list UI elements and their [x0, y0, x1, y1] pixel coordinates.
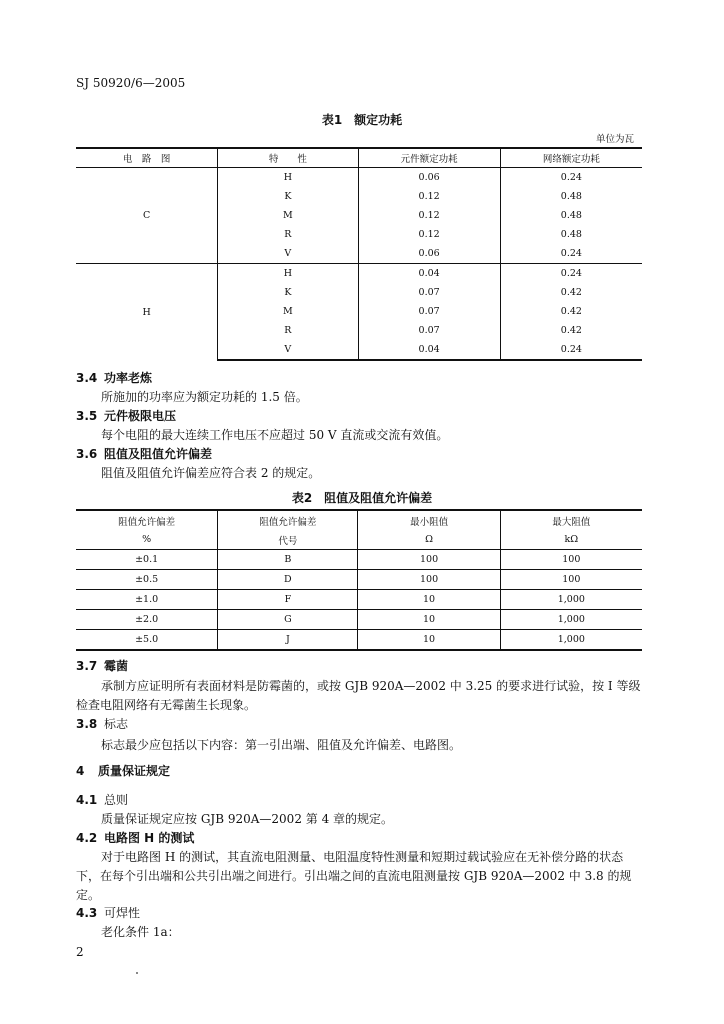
section-4-1-heading	[76, 791, 128, 808]
element-power-cell: 0.07	[358, 302, 500, 321]
char-cell: V	[218, 340, 358, 360]
section-title: 阻值及阻值允许偏差	[104, 447, 213, 461]
char-cell: R	[218, 225, 358, 244]
table1-header-cell: 电 路 图	[76, 148, 218, 168]
char-cell: K	[218, 187, 358, 206]
max-resistance-cell: 1,000	[500, 590, 642, 610]
network-power-cell: 0.48	[560, 191, 582, 202]
section-4-2-text: 对于电路图 H 的测试，其直流电阻测量、电阻温度特性测量和短期过载试验应在无补偿分路的状态下，在每个引出端和公共引出端之间进行。引出端之间的直流电阻测量按 GJB 920A—2002 中 3.8 的规定。	[76, 850, 632, 902]
tolerance-cell: ±0.5	[76, 570, 218, 590]
char-cell: K	[218, 283, 358, 302]
table2-header-row	[76, 510, 642, 530]
network-power-cell: 0.24	[560, 248, 582, 259]
section-number: 4	[76, 764, 85, 778]
table-row	[76, 264, 642, 284]
min-resistance-cell: 10	[358, 630, 500, 651]
table-row	[76, 570, 642, 590]
section-number: 4.2	[76, 831, 98, 845]
section-3-4-text: 所施加的功率应为额定功耗的 1.5 倍。	[101, 390, 308, 404]
section-title: 霉菌	[104, 659, 129, 673]
max-resistance-cell: 100	[500, 570, 642, 590]
min-resistance-cell: 100	[358, 570, 500, 590]
table2-header-cell: 最小阻值	[358, 510, 500, 530]
section-4-3-text: 老化条件 1a：	[101, 925, 180, 939]
table2-caption: 表2 阻值及阻值允许偏差	[291, 491, 433, 505]
section-4-1-text: 质量保证规定应按 GJB 920A—2002 第 4 章的规定。	[101, 812, 394, 826]
table2-header-row	[76, 530, 642, 550]
network-power-cell: 0.42	[560, 325, 582, 336]
network-power-cell: 0.24	[500, 340, 642, 360]
section-title: 标志	[104, 717, 129, 731]
section-title: 质量保证规定	[98, 764, 171, 778]
table1-caption: 表1 额定功耗	[321, 113, 403, 127]
tolerance-cell: ±5.0	[76, 630, 218, 651]
section-number: 3.6	[76, 447, 98, 461]
table1-header-cell: 网络额定功耗	[500, 148, 642, 168]
min-resistance-cell: 10	[358, 590, 500, 610]
tolerance-cell: ±1.0	[76, 590, 218, 610]
network-power-cell: 0.48	[560, 210, 582, 221]
section-4-2-heading	[76, 829, 194, 846]
table2-header-cell: 最大阻值	[500, 510, 642, 530]
section-number: 3.5	[76, 409, 98, 423]
section-number: 4.3	[76, 906, 98, 920]
page-number: 2	[76, 945, 84, 959]
tolerance-cell: ±2.0	[76, 610, 218, 630]
section-title: 元件极限电压	[104, 409, 177, 423]
element-power-cell: 0.04	[358, 264, 500, 284]
element-power-cell: 0.12	[358, 206, 500, 225]
circuit-cell: H	[76, 264, 218, 361]
char-cell: H	[218, 168, 358, 188]
char-cell: R	[218, 321, 358, 340]
code-cell: D	[218, 570, 358, 590]
max-resistance-cell: 1,000	[500, 610, 642, 630]
table1-header-cell: 特 性	[218, 148, 358, 168]
section-4-heading	[76, 762, 170, 779]
section-number: 4.1	[76, 793, 98, 807]
char-cell: V	[218, 244, 358, 264]
char-cell: H	[218, 264, 358, 284]
table2-unit-cell: 代号	[218, 530, 358, 550]
element-power-cell: 0.04	[358, 340, 500, 360]
code-cell: G	[218, 610, 358, 630]
max-resistance-cell: 1,000	[500, 630, 642, 651]
table2-unit-cell: Ω	[358, 530, 500, 550]
section-title: 电路图 H 的测试	[104, 831, 195, 845]
table-row	[76, 590, 642, 610]
section-3-6-heading	[76, 445, 212, 462]
network-power-cell: 0.42	[560, 287, 582, 298]
code-cell: B	[218, 550, 358, 570]
table2-unit-cell: %	[76, 530, 218, 550]
table2-header-cell: 阻值允许偏差	[218, 510, 358, 530]
section-3-5-heading	[76, 407, 176, 424]
element-power-cell: 0.07	[358, 283, 500, 302]
element-power-cell: 0.06	[358, 244, 500, 264]
section-title: 总则	[104, 793, 129, 807]
section-3-4-heading	[76, 369, 152, 386]
table2-header-cell: 阻值允许偏差	[76, 510, 218, 530]
section-3-7-heading	[76, 657, 128, 674]
network-power-cell: 0.42	[560, 306, 582, 317]
char-cell: M	[218, 206, 358, 225]
table2-resistance-tolerance	[76, 509, 642, 651]
element-power-cell: 0.12	[358, 225, 500, 244]
section-title: 可焊性	[104, 906, 141, 920]
code-cell: F	[218, 590, 358, 610]
code-cell: J	[218, 630, 358, 651]
min-resistance-cell: 100	[358, 550, 500, 570]
element-power-cell: 0.07	[358, 321, 500, 340]
table2-unit-cell: kΩ	[500, 530, 642, 550]
network-power-cell: 0.24	[560, 172, 582, 183]
table1-header-cell: 元件额定功耗	[358, 148, 500, 168]
section-3-8-heading	[76, 715, 128, 732]
section-3-7-text: 承制方应证明所有表面材料是防霉菌的，或按 GJB 920A—2002 中 3.25 的要求进行试验，按 I 等级检查电阻网络有无霉菌生长现象。	[76, 679, 641, 712]
max-resistance-cell: 100	[500, 550, 642, 570]
section-3-6-text: 阻值及阻值允许偏差应符合表 2 的规定。	[101, 466, 321, 480]
table1-rated-power	[76, 147, 642, 361]
section-number: 3.8	[76, 717, 98, 731]
document-header: SJ 50920/6—2005	[76, 76, 186, 90]
section-4-3-heading	[76, 904, 140, 921]
table-row	[76, 610, 642, 630]
section-number: 3.4	[76, 371, 98, 385]
table-row	[76, 630, 642, 651]
section-title: 功率老炼	[104, 371, 153, 385]
table1-unit: 单位为瓦	[596, 134, 635, 145]
table-row	[76, 168, 642, 188]
scan-speck	[136, 972, 138, 974]
table-row	[76, 550, 642, 570]
min-resistance-cell: 10	[358, 610, 500, 630]
element-power-cell: 0.12	[358, 187, 500, 206]
element-power-cell: 0.06	[358, 168, 500, 188]
section-3-8-text: 标志最少应包括以下内容：第一引出端、阻值及允许偏差、电路图。	[101, 738, 462, 752]
section-3-5-text: 每个电阻的最大连续工作电压不应超过 50 V 直流或交流有效值。	[101, 428, 449, 442]
network-power-cell: 0.48	[560, 229, 582, 240]
tolerance-cell: ±0.1	[76, 550, 218, 570]
circuit-cell: C	[76, 168, 218, 264]
section-number: 3.7	[76, 659, 98, 673]
char-cell: M	[218, 302, 358, 321]
network-power-cell: 0.24	[500, 264, 642, 284]
